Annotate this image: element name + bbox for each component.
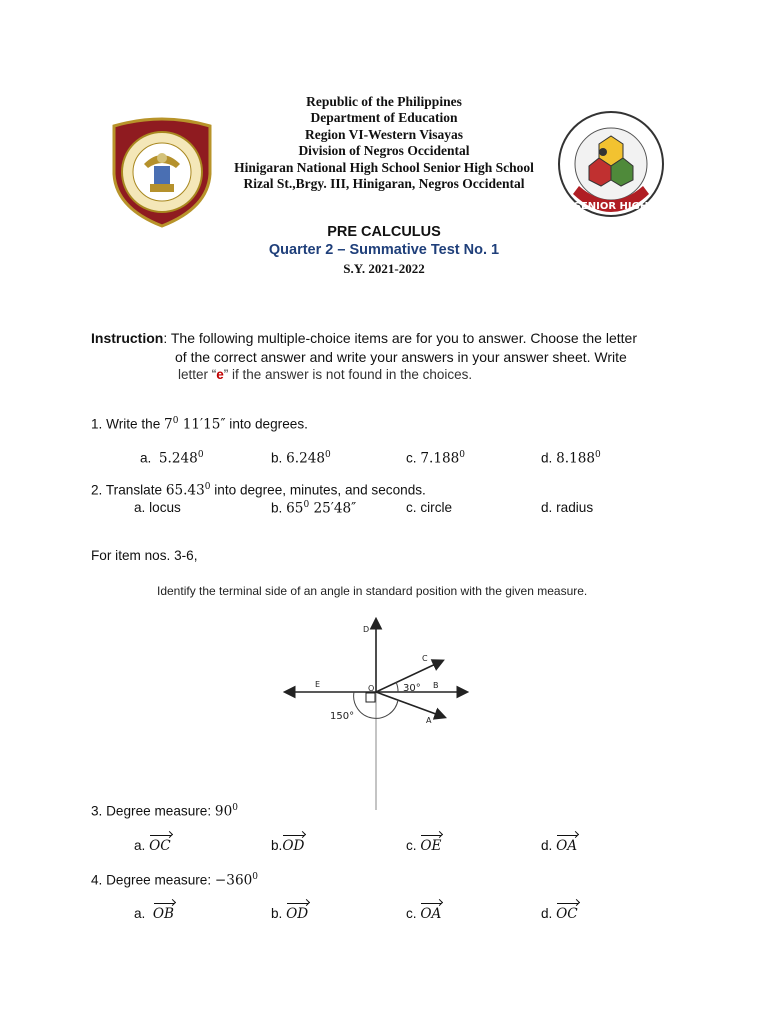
- ray-oa: [376, 692, 444, 717]
- instruction-line-3: letter “e” if the answer is not found in the choices.: [178, 367, 473, 382]
- figure-caption: Identify the terminal side of an angle in standard position with the given measure.: [157, 584, 588, 598]
- q3-choice-a[interactable]: a. OC: [134, 838, 171, 854]
- test-title: Quarter 2 – Summative Test No. 1: [268, 242, 500, 258]
- subject-title: PRE CALCULUS: [327, 224, 441, 240]
- school-year: S.Y. 2021-2022: [343, 261, 425, 276]
- question-1: 1. Write the $7^0$ 11′15″ into degrees.: [91, 416, 308, 433]
- label-o: O: [368, 684, 375, 693]
- school-header: [0, 94, 768, 192]
- header-line-2: Department of Education: [310, 110, 458, 126]
- instruction-line-2: of the correct answer and write your answers in your answer sheet. Write: [175, 349, 627, 365]
- q1-choice-b[interactable]: b. 6.248$^0$: [271, 450, 331, 467]
- header-line-6: Rizal St.,Brgy. III, Hinigaran, Negros Occidental: [243, 175, 525, 191]
- label-30: 30°: [403, 683, 421, 694]
- instruction-text-1: : The following multiple-choice items are for you to answer. Choose the letter: [163, 330, 637, 346]
- instruction-label: Instruction: [91, 330, 164, 346]
- q4-choice-b[interactable]: b. OD: [271, 906, 309, 922]
- instruction-line-1: [91, 330, 637, 346]
- label-d: D: [363, 625, 370, 634]
- q4-choice-d[interactable]: d. OC: [541, 906, 578, 922]
- q2-choice-b[interactable]: b. $65^0$ 25′48″: [271, 500, 357, 517]
- header-line-5: Hinigaran National High School Senior High School: [234, 159, 534, 175]
- q3-choice-c[interactable]: c. OE: [406, 838, 442, 854]
- q1-choice-a[interactable]: a. 5.248$^0$: [140, 450, 204, 467]
- header-line-3: Region VI-Western Visayas: [304, 126, 463, 142]
- q1-choice-d[interactable]: d. 8.188$^0$: [541, 450, 601, 467]
- q2-choice-a[interactable]: a. locus: [134, 500, 181, 515]
- q4-choice-c[interactable]: c. OA: [406, 906, 442, 922]
- label-a: A: [426, 716, 432, 725]
- header-line-1: Republic of the Philippines: [306, 94, 462, 109]
- q1-choice-c[interactable]: c. 7.188$^0$: [406, 450, 466, 467]
- svg-text:SENIOR HIGH: SENIOR HIGH: [573, 201, 649, 212]
- angle-diagram: [270, 610, 480, 816]
- label-c: C: [422, 654, 428, 663]
- question-3: 3. Degree measure: $90^0$: [91, 803, 238, 820]
- q2-choice-d[interactable]: d. radius: [541, 500, 594, 515]
- question-2: 2. Translate 65.43$^0$ into degree, minutes, and seconds.: [91, 482, 426, 499]
- items-intro: For item nos. 3-6,: [91, 548, 198, 563]
- right-angle-mark: [366, 693, 375, 702]
- arc-30: [396, 682, 398, 692]
- q3-choice-d[interactable]: d. OA: [541, 838, 578, 854]
- label-150: 150°: [330, 711, 355, 722]
- label-e: E: [315, 680, 321, 689]
- label-b: B: [433, 681, 439, 690]
- letter-e: e: [216, 367, 224, 382]
- q4-choice-a[interactable]: a. OB: [134, 906, 175, 922]
- q3-choice-b[interactable]: b.OD: [271, 838, 305, 854]
- q2-choice-c[interactable]: c. circle: [406, 500, 453, 515]
- header-line-4: Division of Negros Occidental: [298, 143, 470, 159]
- question-4: 4. Degree measure: $-360^0$: [91, 872, 258, 889]
